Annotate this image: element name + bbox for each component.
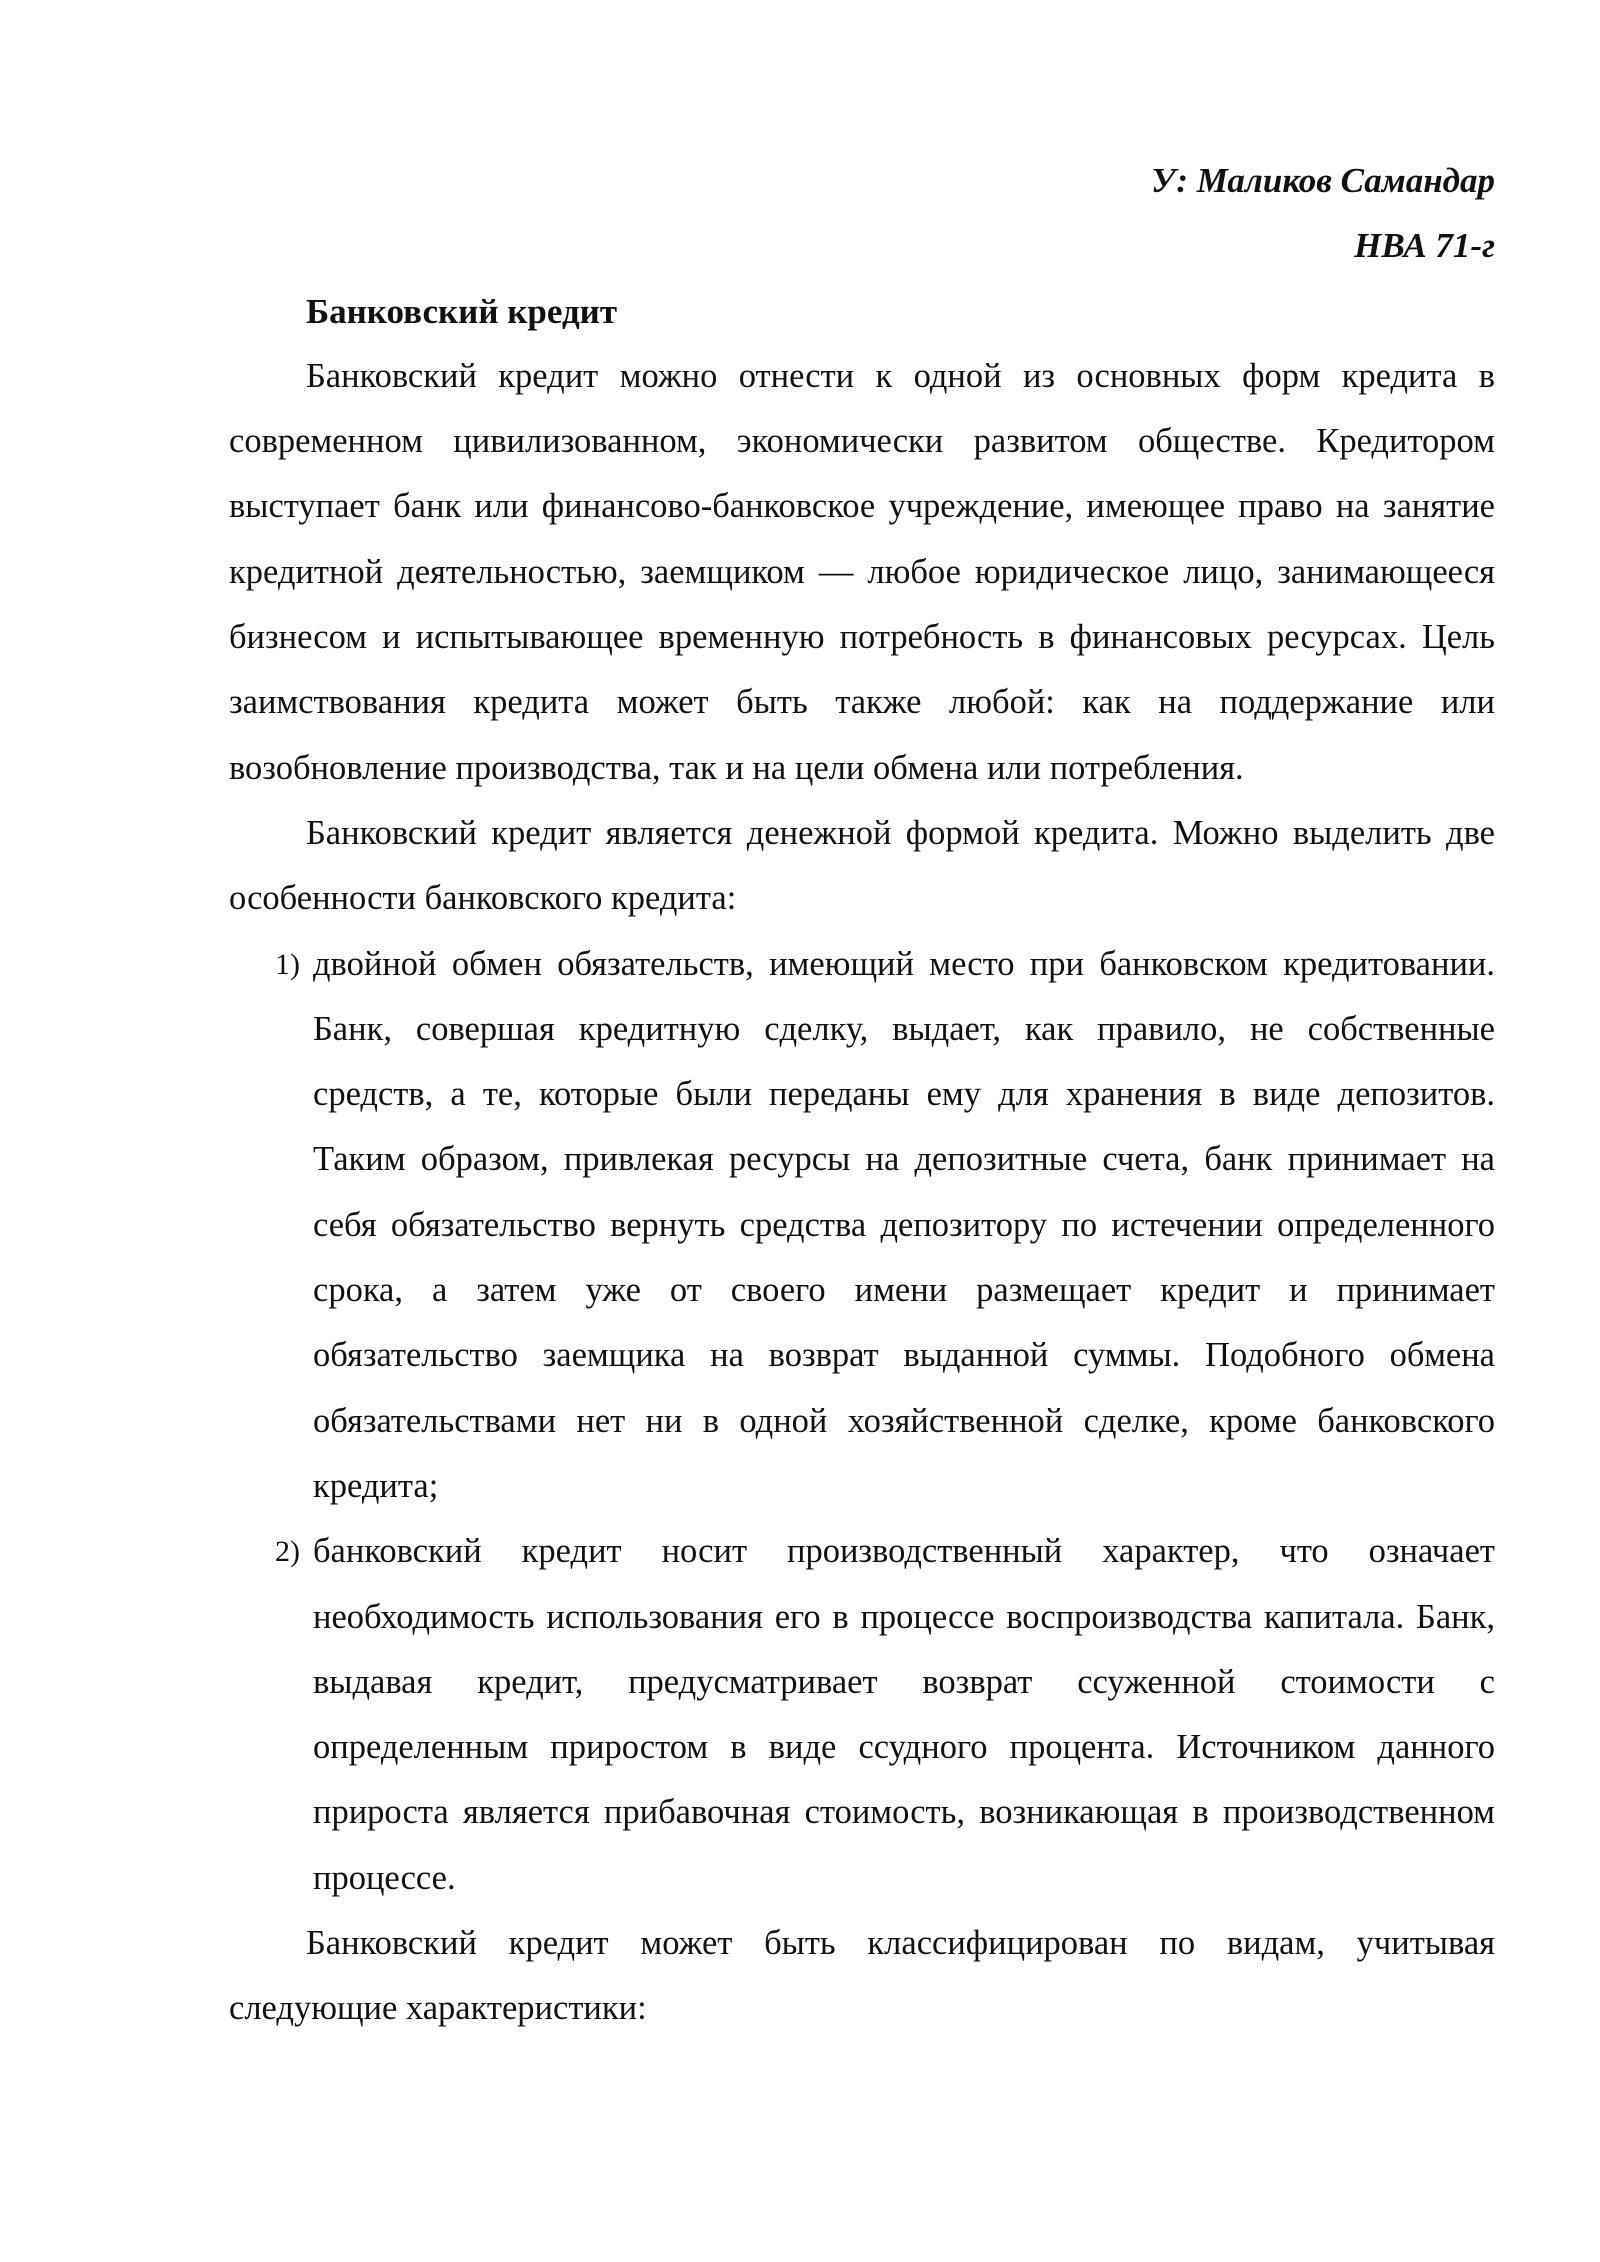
paragraph-intro: Банковский кредит можно отнести к одной из основных форм кредита в современном цивилизованном, экономически развитом обществе. Кредитором выступает банк или финансово-банковское учреждение, имеющее право на занятие кредитной деятельностью, заемщиком — любое юридическое лицо, занимающееся бизнесом и испытывающее временную потребность в финансовых ресурсах. Цель заимствования кредита может быть также любой: как на поддержание или возобновление производства, так и на цели обмена или потребления. <box>229 356 1495 787</box>
list-marker: 1) <box>275 947 300 981</box>
list-item <box>229 932 1495 1520</box>
document-page <box>229 148 1495 2042</box>
paragraph-classification: Банковский кредит может быть классифицирован по видам, учитывая следующие характеристики: <box>229 1924 1495 2028</box>
list-item-text: двойной обмен обязательств, имеющий место при банковском кредитовании. Банк, совершая кредитную сделку, выдает, как правило, не собственные средств, а те, которые были переданы ему для хранения в виде депозитов. Таким образом, привлекая ресурсы на депозитные счета, банк принимает на себя обязательство вернуть средства депозитору по истечении определенного срока, а затем уже от своего имени размещает кредит и принимает обязательство заемщика на возврат выданной суммы. Подобного обмена обязательствами нет ни в одной хозяйственной сделке, кроме банковского кредита; <box>313 944 1495 1505</box>
paragraph-features: Банковский кредит является денежной формой кредита. Можно выделить две особенности банковского кредита: <box>229 813 1495 918</box>
list-marker: 2) <box>275 1535 300 1569</box>
document-title: Банковский кредит <box>306 291 618 331</box>
list-item-text: банковский кредит носит производственный характер, что означает необходимость использования его в процессе воспроизводства капитала. Банк, выдавая кредит, предусматривает возврат ссуженной стоимости с определенным приростом в виде ссудного процента. Источником данного прироста является прибавочная стоимость, возникающая в производственном процессе. <box>313 1532 1495 1897</box>
list-item <box>229 1519 1495 1911</box>
author-line: У: Маликов Самандар <box>1151 161 1495 200</box>
features-list <box>229 932 1495 1911</box>
group-line: НВА 71-г <box>1354 226 1495 266</box>
